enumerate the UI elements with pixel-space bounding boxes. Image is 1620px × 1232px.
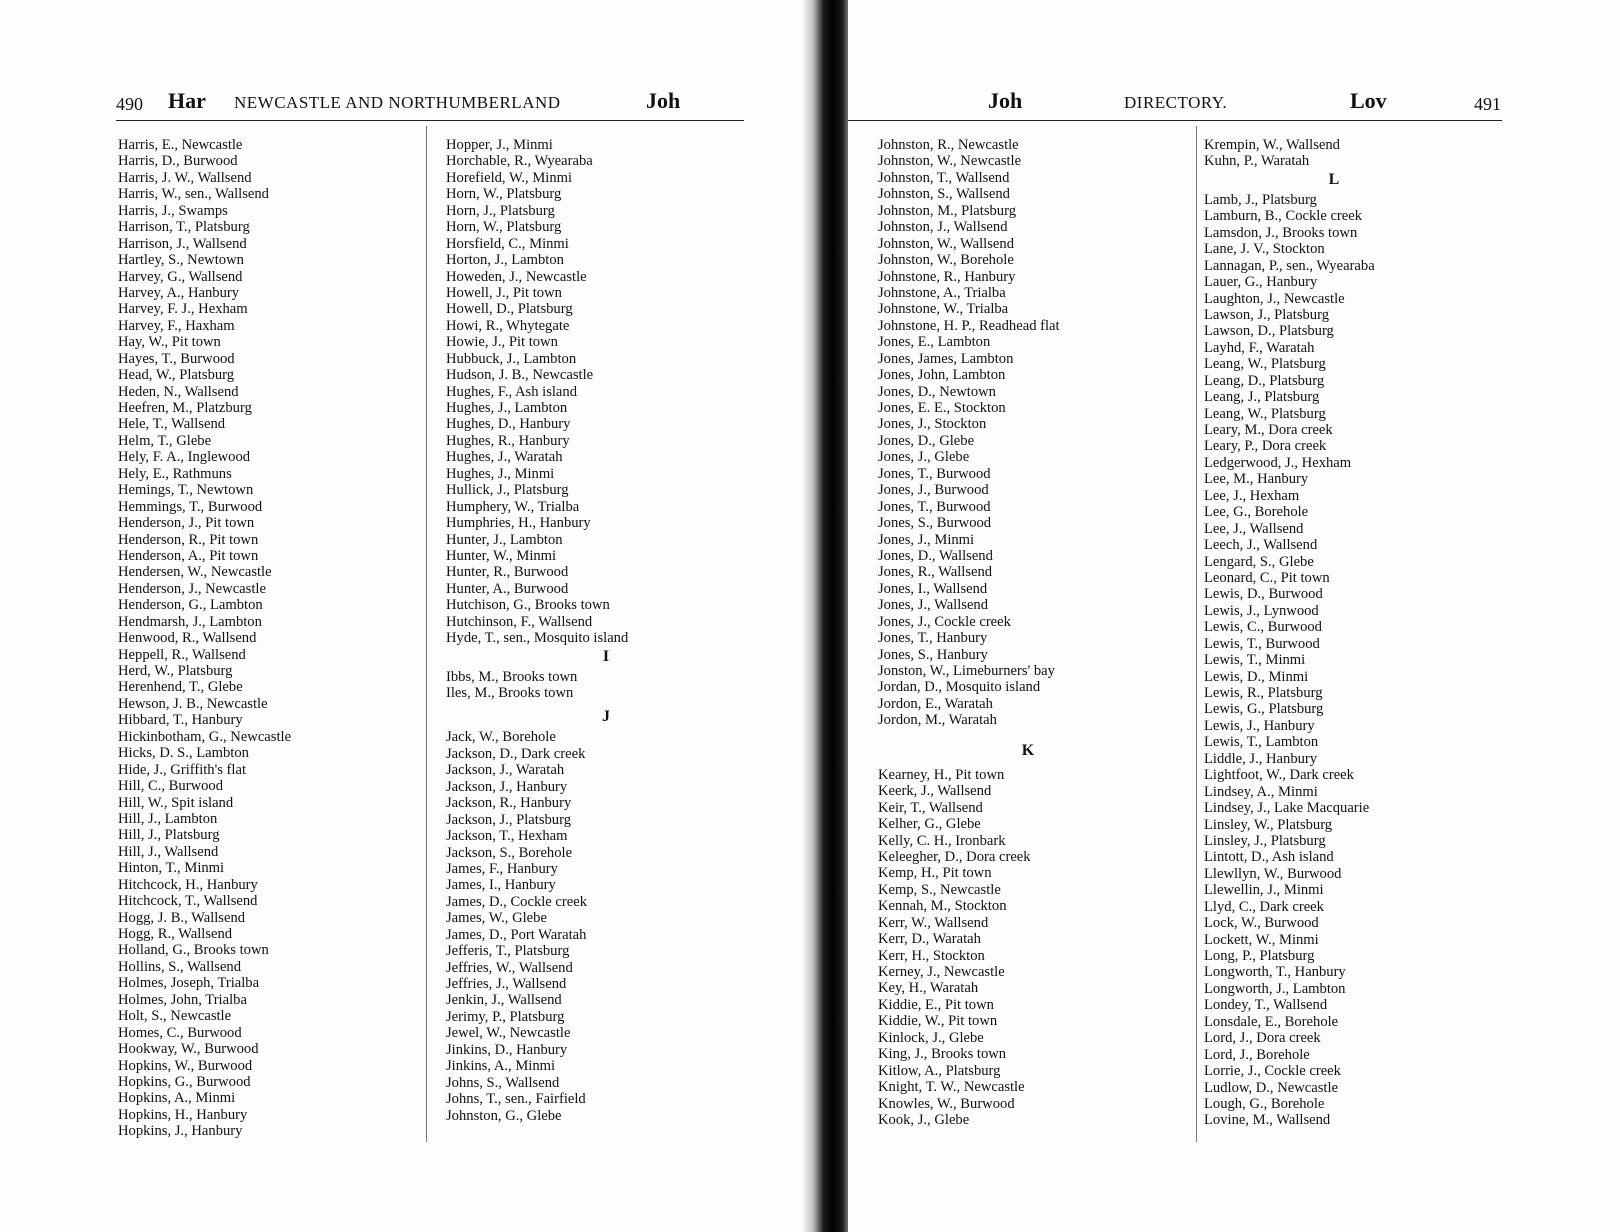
- directory-entry: Henwood, R., Wallsend: [118, 630, 257, 647]
- directory-entry: Harvey, F., Haxham: [118, 317, 235, 334]
- left-column-divider: [426, 126, 427, 1142]
- directory-entry: Howell, D., Platsburg: [446, 301, 573, 318]
- directory-entry: Jones, John, Lambton: [878, 367, 1006, 384]
- directory-entry: Hopkins, H., Hanbury: [118, 1106, 248, 1123]
- directory-entry: Jones, J., Minmi: [878, 531, 975, 548]
- directory-entry: Leang, J., Platsburg: [1204, 389, 1320, 406]
- directory-entry: Lonsdale, E., Borehole: [1204, 1013, 1339, 1030]
- directory-entry: Jordan, D., Mosquito island: [878, 679, 1041, 696]
- directory-entry: Hogg, J. B., Wallsend: [118, 909, 246, 926]
- directory-entry: Lewis, T., Lambton: [1204, 734, 1319, 751]
- directory-entry: Harris, W., sen., Wallsend: [118, 186, 269, 203]
- directory-entry: Johnston, S., Wallsend: [878, 186, 1010, 203]
- directory-entry: Liddle, J., Hanbury: [1204, 750, 1318, 767]
- directory-entry: Hunter, R., Burwood: [446, 564, 569, 581]
- left-guide-word-start: Har: [168, 88, 206, 113]
- directory-entry: Iles, M., Brooks town: [446, 685, 574, 701]
- section-letter-l: L: [1328, 170, 1340, 188]
- directory-entry: Knowles, W., Burwood: [878, 1095, 1015, 1112]
- directory-entry: Holmes, Joseph, Trialba: [118, 975, 260, 992]
- directory-entry: Llyd, C., Dark creek: [1204, 898, 1324, 915]
- directory-entry: Jones, J., Wallsend: [878, 597, 989, 614]
- directory-entry: Henderson, G., Lambton: [118, 597, 263, 614]
- directory-entry: Lockett, W., Minmi: [1204, 931, 1319, 948]
- directory-entry: Horchable, R., Wyearaba: [446, 153, 593, 170]
- directory-entry: Hughes, D., Hanbury: [446, 416, 571, 433]
- directory-entry: Hullick, J., Platsburg: [446, 482, 569, 499]
- directory-entry: Lewis, C., Burwood: [1204, 619, 1322, 636]
- directory-entry: Lightfoot, W., Dark creek: [1204, 767, 1354, 784]
- directory-entry: Lord, J., Borehole: [1204, 1046, 1310, 1063]
- directory-entry: Key, H., Waratah: [878, 980, 979, 997]
- right-running-title: DIRECTORY.: [1124, 93, 1228, 112]
- right-guide-word-start: Joh: [988, 88, 1023, 113]
- directory-entry: Howell, J., Pit town: [446, 284, 562, 301]
- directory-entry: Lee, J., Hexham: [1204, 487, 1300, 504]
- directory-entry: Ibbs, M., Brooks town: [446, 668, 578, 685]
- directory-entry: Jones, R., Wallsend: [878, 564, 993, 581]
- directory-entry: Hughes, J., Minmi: [446, 465, 555, 482]
- directory-entry: Jones, E. E., Stockton: [878, 400, 1006, 416]
- directory-entry: Jones, I., Wallsend: [878, 580, 988, 597]
- directory-entry: Hogg, R., Wallsend: [118, 926, 233, 942]
- directory-entry: Jones, J., Stockton: [878, 416, 987, 433]
- directory-entry: Henderson, J., Pit town: [118, 515, 255, 532]
- directory-entry: Leang, W., Platsburg: [1204, 405, 1326, 422]
- directory-entry: Hughes, F., Ash island: [446, 383, 577, 400]
- directory-entry: Ludlow, D., Newcastle: [1204, 1079, 1339, 1096]
- directory-entry: Jones, D., Newtown: [878, 383, 996, 400]
- directory-entry: Jerimy, P., Platsburg: [446, 1008, 565, 1025]
- right-page-number: 491: [1474, 94, 1501, 114]
- directory-entry: Jackson, J., Hanbury: [446, 778, 568, 795]
- directory-entry: Hemings, T., Newtown: [118, 482, 254, 499]
- directory-entry: Lewis, J., Lynwood: [1204, 602, 1319, 619]
- directory-entry: Jonston, W., Limeburners' bay: [878, 663, 1055, 679]
- directory-entry: Hunter, A., Burwood: [446, 580, 569, 597]
- directory-entry: Leary, M., Dora creek: [1204, 422, 1333, 438]
- directory-entry: Johns, T., sen., Fairfield: [446, 1091, 586, 1108]
- directory-entry: Kiddie, E., Pit town: [878, 996, 994, 1013]
- directory-entry: Lawson, D., Platsburg: [1204, 323, 1334, 340]
- directory-entry: Jackson, R., Hanbury: [446, 795, 572, 812]
- directory-entry: Hele, T., Wallsend: [118, 416, 226, 433]
- directory-entry: Hartley, S., Newtown: [118, 252, 244, 269]
- directory-entry: Long, P., Platsburg: [1204, 948, 1315, 964]
- directory-entry: Jones, D., Wallsend: [878, 547, 993, 564]
- directory-entry: Horton, J., Lambton: [446, 252, 564, 269]
- directory-entry: Johnston, R., Newcastle: [878, 137, 1019, 153]
- directory-entry: Harvey, F. J., Hexham: [118, 301, 248, 318]
- directory-entry: Keerk, J., Wallsend: [878, 783, 992, 800]
- directory-entry: Hunter, W., Minmi: [446, 547, 557, 564]
- directory-entry: Ledgerwood, J., Hexham: [1204, 454, 1352, 471]
- directory-entry: Johnstone, H. P., Readhead flat: [878, 317, 1060, 334]
- directory-entry: Jeffries, J., Wallsend: [446, 976, 567, 992]
- directory-entry: Homes, C., Burwood: [118, 1024, 242, 1041]
- directory-entry: Jefferis, T., Platsburg: [446, 943, 570, 960]
- directory-entry: Lindsey, J., Lake Macquarie: [1204, 800, 1370, 817]
- directory-entry: Jackson, J., Platsburg: [446, 811, 571, 828]
- directory-entry: Hopkins, G., Burwood: [118, 1073, 251, 1090]
- right-header-rule: [848, 120, 1502, 121]
- directory-entry: Keir, T., Wallsend: [878, 799, 983, 816]
- directory-entry: Head, W., Platsburg: [118, 367, 235, 384]
- directory-entry: Hibbard, T., Hanbury: [118, 712, 243, 729]
- directory-entry: Hemmings, T., Burwood: [118, 498, 263, 515]
- directory-entry: Lamsdon, J., Brooks town: [1204, 224, 1358, 241]
- directory-entry: Jones, James, Lambton: [878, 350, 1014, 367]
- directory-entry: Henderson, J., Newcastle: [118, 580, 266, 597]
- directory-entry: Lewis, G., Platsburg: [1204, 701, 1324, 718]
- directory-entry: Leech, J., Wallsend: [1204, 537, 1318, 554]
- left-guide-word-end: Joh: [646, 88, 681, 113]
- directory-entry: Longworth, T., Hanbury: [1204, 964, 1346, 981]
- directory-entry: Hitchcock, T., Wallsend: [118, 893, 258, 910]
- left-column-1: [118, 137, 418, 1140]
- directory-entry: Hookway, W., Burwood: [118, 1041, 259, 1058]
- directory-entry: Jack, W., Borehole: [446, 729, 556, 746]
- directory-entry: Lane, J. V., Stockton: [1204, 241, 1325, 258]
- directory-entry: King, J., Brooks town: [878, 1046, 1007, 1063]
- directory-entry: Hughes, J., Waratah: [446, 449, 563, 466]
- directory-entry: Hopkins, J., Hanbury: [118, 1123, 243, 1140]
- directory-entry: Lannagan, P., sen., Wyearaba: [1204, 257, 1375, 274]
- directory-entry: Krempin, W., Wallsend: [1204, 137, 1340, 153]
- directory-entry: Horn, W., Platsburg: [446, 186, 562, 203]
- directory-entry: Lengard, S., Glebe: [1204, 553, 1314, 570]
- directory-entry: Jackson, J., Waratah: [446, 762, 565, 779]
- directory-entry: Harvey, A., Hanbury: [118, 284, 240, 301]
- directory-entry: Londey, T., Wallsend: [1204, 997, 1328, 1014]
- directory-entry: Johnstone, R., Hanbury: [878, 268, 1016, 285]
- right-running-head: [848, 88, 1508, 118]
- directory-entry: Harris, J. W., Wallsend: [118, 169, 252, 186]
- directory-entry: Heefren, M., Platzburg: [118, 400, 252, 416]
- directory-entry: Kerr, W., Wallsend: [878, 914, 989, 931]
- directory-entry: Lewis, T., Burwood: [1204, 635, 1320, 652]
- directory-entry: Hill, C., Burwood: [118, 778, 223, 795]
- directory-entry: Horn, W., Platsburg: [446, 219, 562, 236]
- directory-entry: Hicks, D. S., Lambton: [118, 745, 249, 762]
- directory-entry: Jackson, D., Dark creek: [446, 745, 586, 762]
- directory-entry: Jones, T., Burwood: [878, 465, 991, 482]
- directory-entry: Johnston, M., Platsburg: [878, 202, 1016, 219]
- directory-entry: Layhd, F., Waratah: [1204, 339, 1315, 356]
- directory-entry: Hewson, J. B., Newcastle: [118, 695, 268, 712]
- directory-entry: Knight, T. W., Newcastle: [878, 1079, 1025, 1096]
- right-column-2: [1204, 137, 1504, 1129]
- directory-entry: Kiddie, W., Pit town: [878, 1013, 998, 1030]
- directory-entry: Henderson, R., Pit town: [118, 531, 259, 548]
- directory-entry: Kook, J., Glebe: [878, 1111, 970, 1128]
- directory-entry: Jackson, T., Hexham: [446, 828, 568, 845]
- directory-entry: Jones, J., Burwood: [878, 482, 989, 499]
- directory-entry: Lee, M., Hanbury: [1204, 471, 1309, 488]
- directory-entry: Leonard, C., Pit town: [1204, 569, 1330, 586]
- directory-entry: Jenkin, J., Wallsend: [446, 992, 562, 1009]
- left-running-title: NEWCASTLE AND NORTHUMBERLAND: [234, 93, 561, 112]
- directory-entry: Kerr, D., Waratah: [878, 931, 981, 948]
- directory-entry: Kennah, M., Stockton: [878, 898, 1007, 915]
- directory-entry: Lord, J., Dora creek: [1204, 1030, 1321, 1047]
- directory-entry: Holland, G., Brooks town: [118, 942, 269, 959]
- directory-entry: Jinkins, D., Hanbury: [446, 1041, 568, 1058]
- directory-entry: Hill, J., Wallsend: [118, 843, 219, 860]
- directory-entry: Jeffries, W., Wallsend: [446, 959, 573, 976]
- section-letter-i: I: [602, 647, 610, 665]
- directory-entry: Jackson, S., Borehole: [446, 844, 573, 861]
- directory-entry: Herenhend, T., Glebe: [118, 679, 243, 696]
- directory-entry: Leang, W., Platsburg: [1204, 356, 1326, 373]
- directory-entry: Harvey, G., Wallsend: [118, 268, 243, 285]
- directory-entry: Hide, J., Griffith's flat: [118, 761, 247, 778]
- left-header-rule: [116, 120, 744, 121]
- directory-entry: Hendmarsh, J., Lambton: [118, 613, 262, 630]
- directory-entry: Jones, J., Cockle creek: [878, 613, 1011, 630]
- directory-entry: Leang, D., Platsburg: [1204, 372, 1325, 389]
- directory-entry: Harris, J., Swamps: [118, 202, 228, 219]
- right-guide-word-end: Lov: [1350, 88, 1387, 113]
- directory-entry: Hutchinson, F., Wallsend: [446, 613, 593, 630]
- directory-entry: Laughton, J., Newcastle: [1204, 290, 1345, 307]
- directory-entry: Jones, S., Hanbury: [878, 646, 988, 663]
- directory-entry: Johnston, T., Wallsend: [878, 169, 1010, 186]
- directory-entry: Hutchison, G., Brooks town: [446, 597, 610, 614]
- directory-entry: Jones, T., Burwood: [878, 498, 991, 515]
- directory-entry: Llewllyn, W., Burwood: [1204, 865, 1342, 882]
- directory-entry: Hunter, J., Lambton: [446, 531, 563, 548]
- left-column-2: [446, 137, 766, 1124]
- left-page-number: 490: [116, 94, 143, 114]
- directory-entry: Jordon, M., Waratah: [878, 712, 997, 729]
- directory-entry: Hubbuck, J., Lambton: [446, 350, 577, 367]
- directory-entry: Lee, G., Borehole: [1204, 504, 1309, 521]
- directory-entry: Keleegher, D., Dora creek: [878, 848, 1031, 865]
- directory-entry: Henderson, A., Pit town: [118, 547, 259, 564]
- directory-entry: Hayes, T., Burwood: [118, 350, 235, 367]
- directory-entry: Jones, T., Hanbury: [878, 630, 988, 647]
- right-column-divider: [1196, 126, 1197, 1142]
- directory-entry: Hinton, T., Minmi: [118, 860, 225, 877]
- directory-entry: Hickinbotham, G., Newcastle: [118, 728, 292, 745]
- directory-entry: Harris, E., Newcastle: [118, 137, 243, 153]
- directory-entry: Hopkins, W., Burwood: [118, 1057, 253, 1074]
- directory-entry: Johnstone, A., Trialba: [878, 284, 1006, 301]
- directory-entry: Hudson, J. B., Newcastle: [446, 367, 594, 384]
- directory-entry: James, D., Cockle creek: [446, 893, 588, 910]
- directory-entry: Holmes, John, Trialba: [118, 991, 247, 1008]
- directory-entry: Lough, G., Borehole: [1204, 1095, 1325, 1112]
- directory-entry: Jones, E., Lambton: [878, 334, 991, 351]
- directory-entry: Lamburn, B., Cockle creek: [1204, 208, 1363, 225]
- directory-entry: James, F., Hanbury: [446, 860, 558, 877]
- directory-entry: Hopkins, A., Minmi: [118, 1090, 236, 1107]
- directory-entry: Hughes, J., Lambton: [446, 400, 568, 416]
- directory-entry: Hill, W., Spit island: [118, 794, 234, 811]
- directory-entry: Johnston, W., Newcastle: [878, 153, 1022, 170]
- directory-entry: Hendersen, W., Newcastle: [118, 564, 272, 581]
- directory-entry: Lewis, J., Hanbury: [1204, 717, 1315, 734]
- directory-entry: Linsley, J., Platsburg: [1204, 832, 1326, 849]
- directory-entry: Kerney, J., Newcastle: [878, 964, 1005, 980]
- directory-entry: Harrison, T., Platsburg: [118, 219, 250, 236]
- directory-entry: Johnston, W., Borehole: [878, 252, 1014, 269]
- directory-entry: Lintott, D., Ash island: [1204, 849, 1334, 866]
- directory-entry: Hyde, T., sen., Mosquito island: [446, 630, 629, 647]
- directory-entry: Hughes, R., Hanbury: [446, 432, 570, 449]
- directory-entry: Hitchcock, H., Hanbury: [118, 876, 258, 893]
- directory-entry: Hely, E., Rathmuns: [118, 465, 232, 482]
- directory-entry: Herd, W., Platsburg: [118, 663, 233, 679]
- directory-entry: Hopper, J., Minmi: [446, 137, 553, 153]
- directory-entry: Jones, S., Burwood: [878, 515, 992, 532]
- directory-entry: Lewis, D., Burwood: [1204, 586, 1323, 603]
- directory-entry: Leary, P., Dora creek: [1204, 438, 1327, 455]
- directory-entry: Harrison, J., Wallsend: [118, 235, 247, 252]
- directory-entry: Lewis, R., Platsburg: [1204, 685, 1323, 701]
- directory-entry: Linsley, W., Platsburg: [1204, 816, 1333, 833]
- directory-entry: Kuhn, P., Waratah: [1204, 153, 1310, 170]
- left-running-head: [116, 88, 746, 118]
- directory-entry: Hay, W., Pit town: [118, 334, 221, 351]
- directory-entry: James, I., Hanbury: [446, 877, 556, 894]
- directory-entry: James, D., Port Waratah: [446, 926, 587, 943]
- directory-entry: Kemp, H., Pit town: [878, 865, 992, 882]
- directory-entry: Humphery, W., Trialba: [446, 498, 580, 515]
- directory-entry: Howie, J., Pit town: [446, 334, 558, 351]
- directory-entry: Kinlock, J., Glebe: [878, 1029, 984, 1046]
- directory-entry: Lindsey, A., Minmi: [1204, 783, 1318, 800]
- directory-entry: Harris, D., Burwood: [118, 153, 238, 170]
- directory-entry: Heppell, R., Wallsend: [118, 646, 246, 663]
- directory-entry: Hill, J., Lambton: [118, 810, 218, 827]
- directory-entry: Llewellin, J., Minmi: [1204, 882, 1324, 899]
- directory-entry: Kelher, G., Glebe: [878, 816, 981, 833]
- directory-entry: Horn, J., Platsburg: [446, 202, 555, 219]
- directory-entry: Lock, W., Burwood: [1204, 915, 1319, 932]
- directory-entry: Lamb, J., Platsburg: [1204, 191, 1317, 208]
- directory-entry: James, W., Glebe: [446, 910, 547, 927]
- directory-entry: Howeden, J., Newcastle: [446, 268, 587, 285]
- directory-entry: Hill, J., Platsburg: [118, 827, 220, 844]
- directory-entry: Johnston, G., Glebe: [446, 1107, 562, 1124]
- directory-entry: Jones, D., Glebe: [878, 432, 975, 449]
- section-letter-j: J: [602, 708, 610, 726]
- directory-entry: Kelly, C. H., Ironbark: [878, 832, 1006, 849]
- directory-entry: Kemp, S., Newcastle: [878, 881, 1001, 898]
- directory-entry: Lorrie, J., Cockle creek: [1204, 1063, 1341, 1080]
- section-letter-k: K: [1021, 741, 1035, 759]
- directory-entry: Lauer, G., Hanbury: [1204, 274, 1318, 291]
- directory-entry: Holt, S., Newcastle: [118, 1008, 232, 1025]
- directory-entry: Johnston, J., Wallsend: [878, 219, 1008, 236]
- right-page: [848, 0, 1620, 1232]
- directory-entry: Hollins, S., Wallsend: [118, 958, 242, 975]
- directory-entry: Jones, J., Glebe: [878, 449, 970, 466]
- directory-entry: Humphries, H., Hanbury: [446, 515, 591, 532]
- directory-entry: Lewis, T., Minmi: [1204, 652, 1306, 669]
- directory-entry: Heden, N., Wallsend: [118, 383, 239, 400]
- directory-entry: Hely, F. A., Inglewood: [118, 449, 251, 466]
- directory-entry: Lewis, D., Minmi: [1204, 668, 1309, 685]
- directory-entry: Johns, S., Wallsend: [446, 1074, 560, 1091]
- directory-entry: Kitlow, A., Platsburg: [878, 1062, 1001, 1079]
- directory-entry: Helm, T., Glebe: [118, 432, 212, 449]
- directory-entry: Longworth, J., Lambton: [1204, 980, 1346, 997]
- directory-entry: Kearney, H., Pit town: [878, 766, 1005, 783]
- directory-entry: Lawson, J., Platsburg: [1204, 306, 1329, 323]
- directory-entry: Horefield, W., Minmi: [446, 169, 573, 186]
- directory-entry: Howi, R., Whytegate: [446, 317, 570, 334]
- directory-entry: Jewel, W., Newcastle: [446, 1025, 571, 1042]
- directory-entry: Lee, J., Wallsend: [1204, 520, 1304, 537]
- directory-entry: Kerr, H., Stockton: [878, 947, 985, 964]
- directory-entry: Horsfield, C., Minmi: [446, 235, 569, 252]
- directory-entry: Johnstone, W., Trialba: [878, 301, 1009, 318]
- directory-entry: Jordon, E., Waratah: [878, 695, 993, 712]
- directory-entry: Johnston, W., Wallsend: [878, 235, 1014, 252]
- directory-entry: Lovine, M., Wallsend: [1204, 1112, 1331, 1129]
- directory-entry: Jinkins, A., Minmi: [446, 1058, 556, 1075]
- right-column-1: [878, 137, 1188, 1128]
